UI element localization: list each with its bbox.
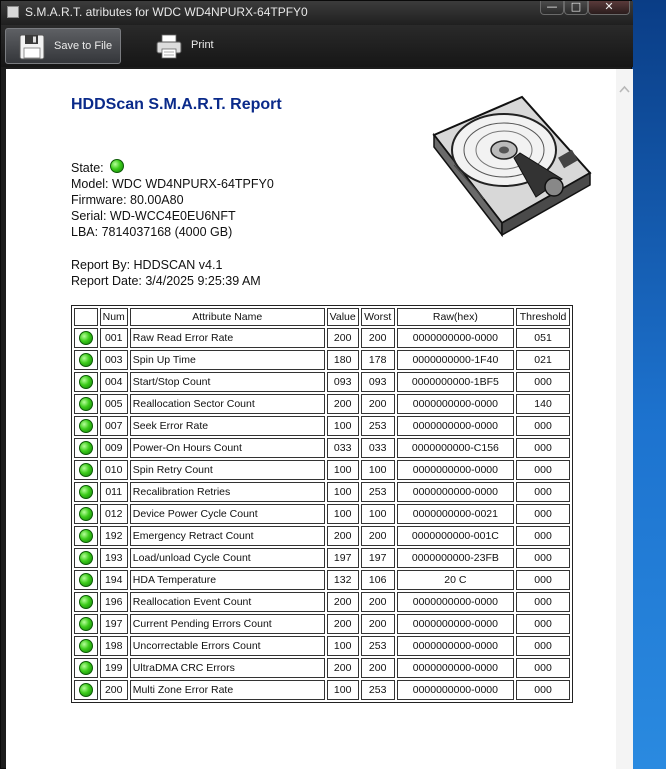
cell-raw-hex: 0000000000-0000 <box>397 416 514 436</box>
table-row <box>74 526 570 546</box>
cell-value: 200 <box>327 526 359 546</box>
minimize-button[interactable]: — <box>540 1 564 15</box>
cell-attribute-name: Spin Up Time <box>130 350 325 370</box>
cell-raw-hex: 0000000000-1F40 <box>397 350 514 370</box>
status-ok-icon <box>79 507 93 521</box>
status-ok-icon <box>79 419 93 433</box>
cell-raw-hex: 0000000000-C156 <box>397 438 514 458</box>
smart-attributes-table <box>71 305 573 703</box>
table-row <box>74 592 570 612</box>
cell-num: 001 <box>100 328 128 348</box>
cell-raw-hex: 0000000000-0000 <box>397 460 514 480</box>
header-threshold: Threshold <box>516 308 570 326</box>
cell-attribute-name: Seek Error Rate <box>130 416 325 436</box>
table-row <box>74 350 570 370</box>
header-raw-hex: Raw(hex) <box>397 308 514 326</box>
cell-worst: 200 <box>361 526 395 546</box>
close-button[interactable]: ✕ <box>588 1 630 15</box>
table-row <box>74 482 570 502</box>
status-ok-icon <box>79 529 93 543</box>
report-title: HDDScan S.M.A.R.T. Report <box>71 96 282 113</box>
cell-raw-hex: 0000000000-0000 <box>397 636 514 656</box>
cell-num: 012 <box>100 504 128 524</box>
cell-worst: 100 <box>361 504 395 524</box>
cell-attribute-name: Reallocation Sector Count <box>130 394 325 414</box>
cell-status <box>74 680 98 700</box>
cell-status <box>74 658 98 678</box>
table-row <box>74 438 570 458</box>
table-row <box>74 636 570 656</box>
state-line <box>71 159 124 175</box>
status-ok-icon <box>79 595 93 609</box>
vertical-scrollbar[interactable] <box>616 69 633 769</box>
cell-threshold: 000 <box>516 614 570 634</box>
cell-value: 100 <box>327 416 359 436</box>
cell-threshold: 000 <box>516 460 570 480</box>
cell-raw-hex: 0000000000-0000 <box>397 394 514 414</box>
cell-value: 100 <box>327 636 359 656</box>
table-header-row <box>74 308 570 326</box>
save-to-file-button[interactable] <box>5 28 121 64</box>
maximize-button[interactable]: □ <box>564 1 588 15</box>
cell-num: 005 <box>100 394 128 414</box>
cell-attribute-name: Reallocation Event Count <box>130 592 325 612</box>
cell-attribute-name: Emergency Retract Count <box>130 526 325 546</box>
cell-attribute-name: Recalibration Retries <box>130 482 325 502</box>
cell-value: 100 <box>327 460 359 480</box>
header-value: Value <box>327 308 359 326</box>
cell-attribute-name: UltraDMA CRC Errors <box>130 658 325 678</box>
state-label: State: <box>71 161 104 175</box>
cell-num: 007 <box>100 416 128 436</box>
cell-worst: 200 <box>361 658 395 678</box>
cell-worst: 200 <box>361 614 395 634</box>
table-body <box>74 328 570 700</box>
cell-threshold: 000 <box>516 416 570 436</box>
cell-threshold: 000 <box>516 526 570 546</box>
cell-attribute-name: Multi Zone Error Rate <box>130 680 325 700</box>
cell-status <box>74 548 98 568</box>
cell-num: 199 <box>100 658 128 678</box>
report-view[interactable] <box>6 69 633 769</box>
cell-worst: 178 <box>361 350 395 370</box>
desktop-background <box>632 0 666 769</box>
cell-threshold: 021 <box>516 350 570 370</box>
cell-num: 192 <box>100 526 128 546</box>
cell-status <box>74 570 98 590</box>
cell-raw-hex: 0000000000-0000 <box>397 614 514 634</box>
app-icon <box>7 6 19 18</box>
table-row <box>74 416 570 436</box>
cell-num: 197 <box>100 614 128 634</box>
report-by-line: Report By: HDDSCAN v4.1 <box>71 258 223 272</box>
cell-status <box>74 592 98 612</box>
cell-status <box>74 482 98 502</box>
cell-num: 193 <box>100 548 128 568</box>
header-attribute-name: Attribute Name <box>130 308 325 326</box>
cell-num: 194 <box>100 570 128 590</box>
cell-threshold: 000 <box>516 658 570 678</box>
printer-icon <box>155 32 183 60</box>
cell-attribute-name: Start/Stop Count <box>130 372 325 392</box>
table-row <box>74 680 570 700</box>
toolbar <box>1 25 633 67</box>
cell-status <box>74 504 98 524</box>
table-row <box>74 614 570 634</box>
print-label: Print <box>191 39 214 51</box>
scroll-up-arrow-icon[interactable] <box>619 85 630 93</box>
cell-threshold: 000 <box>516 482 570 502</box>
cell-worst: 253 <box>361 636 395 656</box>
status-ok-icon <box>79 683 93 697</box>
cell-attribute-name: Power-On Hours Count <box>130 438 325 458</box>
table-row <box>74 504 570 524</box>
cell-value: 200 <box>327 328 359 348</box>
model-line: Model: WDC WD4NPURX-64TPFY0 <box>71 177 274 191</box>
cell-worst: 200 <box>361 394 395 414</box>
cell-attribute-name: HDA Temperature <box>130 570 325 590</box>
cell-worst: 093 <box>361 372 395 392</box>
cell-status <box>74 438 98 458</box>
table-row <box>74 570 570 590</box>
report-date-line: Report Date: 3/4/2025 9:25:39 AM <box>71 274 261 288</box>
cell-raw-hex: 0000000000-1BF5 <box>397 372 514 392</box>
serial-line: Serial: WD-WCC4E0EU6NFT <box>71 209 236 223</box>
cell-status <box>74 416 98 436</box>
cell-attribute-name: Spin Retry Count <box>130 460 325 480</box>
cell-attribute-name: Device Power Cycle Count <box>130 504 325 524</box>
state-ok-indicator-icon <box>110 159 124 173</box>
cell-raw-hex: 0000000000-001C <box>397 526 514 546</box>
status-ok-icon <box>79 331 93 345</box>
floppy-disk-icon <box>18 33 46 61</box>
cell-threshold: 000 <box>516 570 570 590</box>
cell-num: 200 <box>100 680 128 700</box>
title-bar[interactable] <box>1 1 633 25</box>
status-ok-icon <box>79 463 93 477</box>
cell-attribute-name: Raw Read Error Rate <box>130 328 325 348</box>
cell-status <box>74 614 98 634</box>
cell-num: 009 <box>100 438 128 458</box>
cell-value: 180 <box>327 350 359 370</box>
cell-threshold: 000 <box>516 504 570 524</box>
cell-threshold: 000 <box>516 438 570 458</box>
cell-threshold: 051 <box>516 328 570 348</box>
table-row <box>74 548 570 568</box>
cell-status <box>74 394 98 414</box>
cell-num: 196 <box>100 592 128 612</box>
cell-value: 200 <box>327 614 359 634</box>
status-ok-icon <box>79 353 93 367</box>
status-ok-icon <box>79 441 93 455</box>
cell-worst: 253 <box>361 416 395 436</box>
cell-value: 200 <box>327 658 359 678</box>
cell-raw-hex: 0000000000-0000 <box>397 328 514 348</box>
cell-worst: 197 <box>361 548 395 568</box>
cell-num: 011 <box>100 482 128 502</box>
cell-status <box>74 372 98 392</box>
lba-line: LBA: 7814037168 (4000 GB) <box>71 225 233 239</box>
table-row <box>74 372 570 392</box>
hard-drive-image <box>424 95 594 239</box>
firmware-line: Firmware: 80.00A80 <box>71 193 184 207</box>
status-ok-icon <box>79 485 93 499</box>
table-row <box>74 658 570 678</box>
cell-worst: 200 <box>361 328 395 348</box>
cell-worst: 253 <box>361 482 395 502</box>
cell-worst: 253 <box>361 680 395 700</box>
cell-value: 132 <box>327 570 359 590</box>
status-ok-icon <box>79 573 93 587</box>
cell-value: 100 <box>327 504 359 524</box>
cell-threshold: 000 <box>516 372 570 392</box>
cell-raw-hex: 0000000000-0000 <box>397 592 514 612</box>
cell-status <box>74 328 98 348</box>
cell-value: 200 <box>327 592 359 612</box>
table-row <box>74 460 570 480</box>
cell-raw-hex: 20 C <box>397 570 514 590</box>
cell-num: 004 <box>100 372 128 392</box>
cell-threshold: 000 <box>516 680 570 700</box>
cell-value: 197 <box>327 548 359 568</box>
cell-threshold: 000 <box>516 636 570 656</box>
cell-attribute-name: Load/unload Cycle Count <box>130 548 325 568</box>
cell-worst: 033 <box>361 438 395 458</box>
table-row <box>74 394 570 414</box>
cell-worst: 106 <box>361 570 395 590</box>
cell-value: 033 <box>327 438 359 458</box>
status-ok-icon <box>79 551 93 565</box>
header-num: Num <box>100 308 128 326</box>
cell-status <box>74 636 98 656</box>
header-worst: Worst <box>361 308 395 326</box>
window-title: S.M.A.R.T. atributes for WDC WD4NPURX-64TPFY0 <box>25 5 308 19</box>
cell-status <box>74 460 98 480</box>
status-ok-icon <box>79 661 93 675</box>
cell-attribute-name: Current Pending Errors Count <box>130 614 325 634</box>
cell-num: 010 <box>100 460 128 480</box>
cell-status <box>74 526 98 546</box>
cell-raw-hex: 0000000000-0000 <box>397 482 514 502</box>
status-ok-icon <box>79 639 93 653</box>
cell-value: 100 <box>327 680 359 700</box>
status-ok-icon <box>79 375 93 389</box>
cell-worst: 200 <box>361 592 395 612</box>
table-row <box>74 328 570 348</box>
header-status <box>74 308 98 326</box>
cell-attribute-name: Uncorrectable Errors Count <box>130 636 325 656</box>
print-button[interactable] <box>149 28 229 64</box>
cell-raw-hex: 0000000000-0000 <box>397 658 514 678</box>
cell-num: 003 <box>100 350 128 370</box>
cell-threshold: 140 <box>516 394 570 414</box>
status-ok-icon <box>79 617 93 631</box>
cell-value: 200 <box>327 394 359 414</box>
status-ok-icon <box>79 397 93 411</box>
save-to-file-label: Save to File <box>54 40 113 52</box>
cell-worst: 100 <box>361 460 395 480</box>
cell-num: 198 <box>100 636 128 656</box>
cell-raw-hex: 0000000000-23FB <box>397 548 514 568</box>
cell-value: 093 <box>327 372 359 392</box>
cell-raw-hex: 0000000000-0021 <box>397 504 514 524</box>
cell-threshold: 000 <box>516 592 570 612</box>
cell-status <box>74 350 98 370</box>
cell-threshold: 000 <box>516 548 570 568</box>
cell-raw-hex: 0000000000-0000 <box>397 680 514 700</box>
cell-value: 100 <box>327 482 359 502</box>
